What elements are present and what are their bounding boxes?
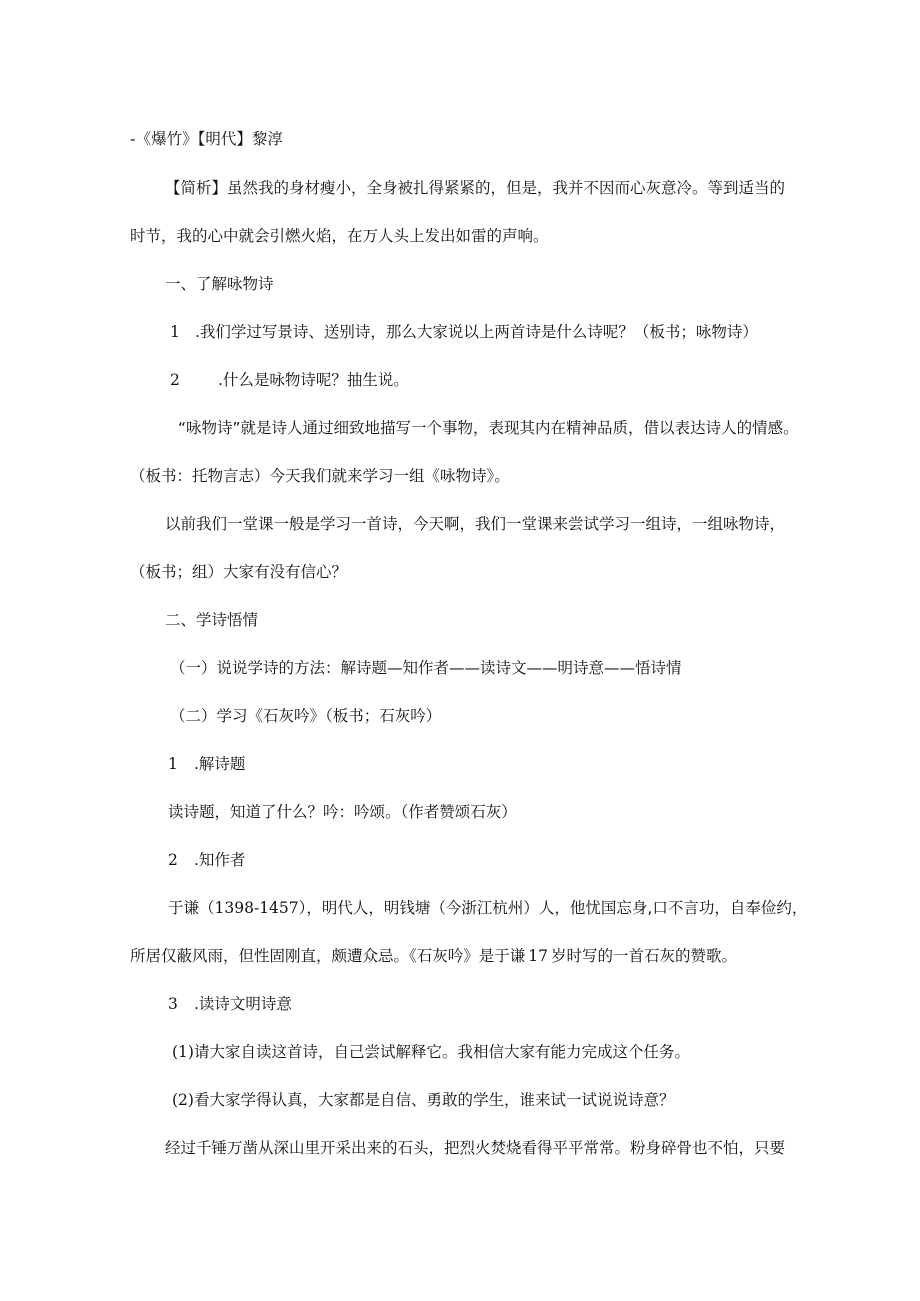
step-1-number: 1 — [168, 755, 178, 773]
definition-line-1: “咏物诗”就是诗人通过细致地描写一个事物，表现其内在精神品质，借以表达诗人的情感。 — [178, 419, 799, 437]
paragraph-line-1: 以前我们一堂课一般是学习一首诗，今天啊，我们一堂课来尝试学习一组诗，一组咏物诗， — [165, 515, 786, 533]
brief-analysis-line-1: 【简析】虽然我的身材瘦小，全身被扎得紧紧的，但是，我并不因而心灰意冷。等到适当的 — [165, 179, 786, 197]
section-1-heading: 一、了解咏物诗 — [165, 275, 274, 293]
step-3 — [168, 994, 292, 1014]
step-3-number: 3 — [168, 995, 178, 1013]
section-2-heading: 二、学诗悟情 — [165, 611, 259, 629]
interpretation-line: 经过千锤万凿从深山里开采出来的石头，把烈火焚烧看得平平常常。粉身碎骨也不怕，只要 — [165, 1139, 786, 1157]
subsection-2: （二）学习《石灰吟》（板书；石灰吟） — [170, 707, 442, 725]
item-2-text: .什么是咏物诗呢？抽生说。 — [218, 371, 409, 389]
step-1-text: .解诗题 — [194, 755, 246, 773]
item-2 — [170, 370, 409, 390]
author-line-1-end: ），明代人，明钱塘（今浙江杭州）人，他忧国忘身,口不言功，自奉俭约， — [298, 899, 808, 917]
step-2-text: .知作者 — [194, 851, 246, 869]
paragraph-line-2: （板书；组）大家有没有信心？ — [130, 563, 348, 581]
brief-analysis-line-2: 时节，我的心中就会引燃火焰，在万人头上发出如雷的声响。 — [130, 227, 549, 245]
item-1-number: 1 — [170, 323, 180, 341]
step-3-text: .读诗文明诗意 — [194, 995, 292, 1013]
author-line-2 — [130, 946, 737, 966]
poem-title-line: -《爆竹》【明代】黎淳 — [130, 130, 283, 148]
question-1 — [172, 1042, 690, 1062]
author-line-2-start: 所居仅蔽风雨，但性固刚直，颇遭众忌。《石灰吟》是于谦 — [130, 947, 526, 965]
author-line-2-end: 岁时写的一首石灰的赞歌。 — [551, 947, 738, 965]
item-2-number: 2 — [170, 371, 180, 389]
step-1-body: 读诗题，知道了什么？吟：吟颂。（作者赞颂石灰） — [168, 803, 517, 821]
author-age: 17 — [528, 947, 548, 965]
question-1-text: 请大家自读这首诗，自己尝试解释它。我相信大家有能力完成这个任务。 — [193, 1043, 690, 1061]
item-1-text: .我们学过写景诗、送别诗，那么大家说以上两首诗是什么诗呢？（板书；咏物诗） — [195, 323, 758, 341]
definition-line-2: （板书：托物言志）今天我们就来学习一组《咏物诗》。 — [130, 467, 510, 485]
author-line-1-start: 于谦（ — [168, 899, 215, 917]
step-2-number: 2 — [168, 851, 178, 869]
subsection-1: （一）说说学诗的方法：解诗题—知作者——读诗文——明诗意——悟诗情 — [170, 659, 682, 677]
step-2 — [168, 850, 245, 870]
step-1 — [168, 754, 245, 774]
question-1-number: (1) — [172, 1043, 194, 1061]
item-1 — [170, 322, 758, 342]
author-line-1 — [168, 898, 807, 918]
question-2 — [172, 1090, 674, 1110]
question-2-text: 看大家学得认真，大家都是自信、勇敢的学生，谁来试一试说说诗意？ — [193, 1091, 675, 1109]
author-years: 1398-1457 — [214, 899, 299, 917]
question-2-number: (2) — [172, 1091, 194, 1109]
